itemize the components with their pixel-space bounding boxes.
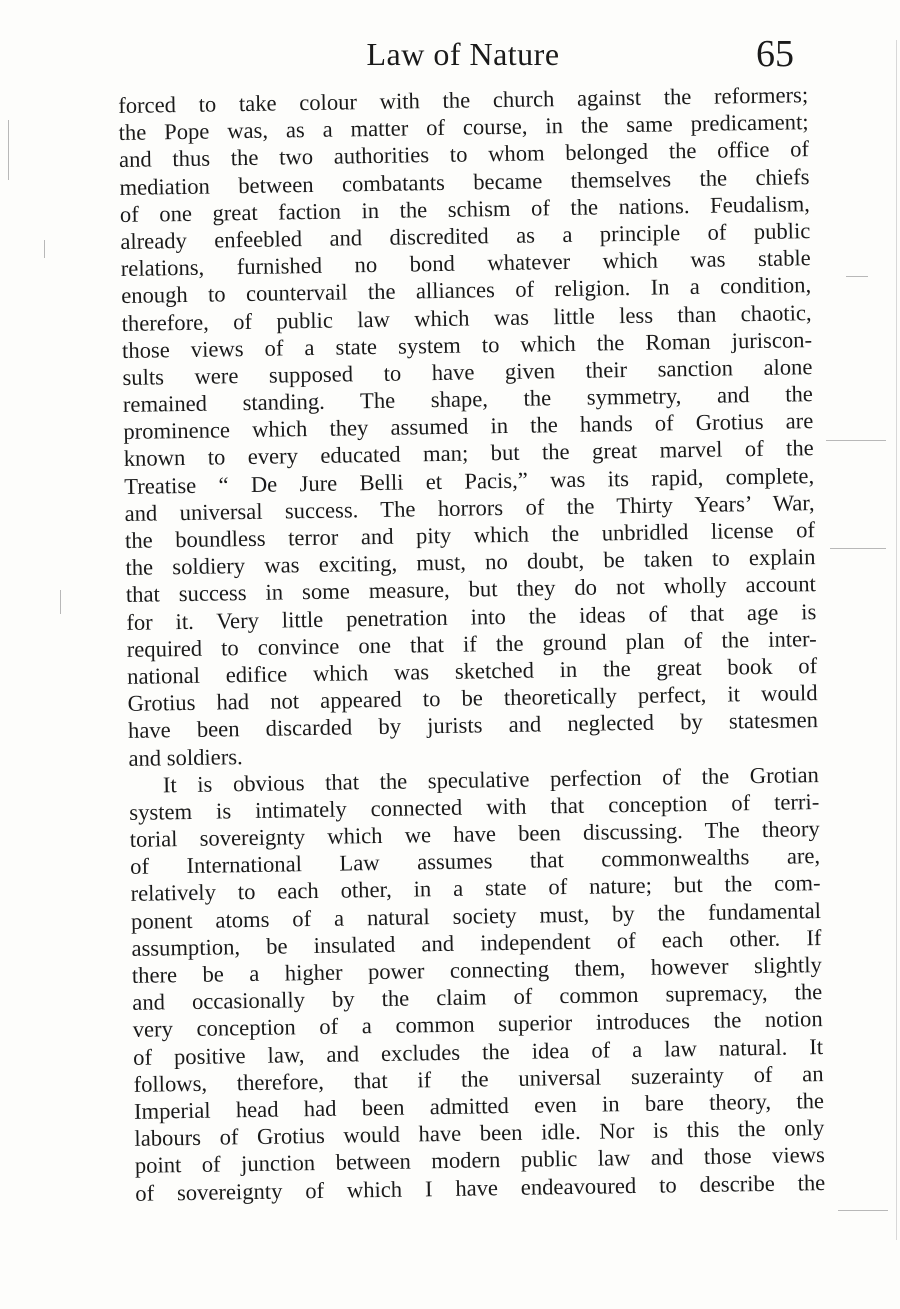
text-line: point of junction between modern public law and those views xyxy=(134,1142,825,1179)
running-title: Law of Nature xyxy=(366,36,560,72)
text-line: the boundless terror and pity which the unbridled license of xyxy=(124,517,816,553)
text-line: therefore, of public law which was little less than chaotic, xyxy=(121,299,812,336)
scan-speck xyxy=(846,276,868,277)
text-line: system is intimately connected with that conception of terri- xyxy=(129,788,820,825)
text-line: ponent atoms of a natural society must, by the fundamental xyxy=(130,897,822,934)
text-line: of one great faction in the schism of the nations. Feudalism, xyxy=(119,190,811,227)
text-line: enough to countervail the alliances of religion. In a condition, xyxy=(121,272,812,309)
text-line: forced to take colour with the church against the reformers; xyxy=(118,82,809,118)
text-line: mediation between combatants became themselves the chiefs xyxy=(119,163,810,200)
text-line: the Pope was, as a matter of course, in the same predicament; xyxy=(118,109,809,146)
text-line: It is obvious that the speculative perfection of the Grotian xyxy=(162,761,819,798)
text-line: and soldiers. xyxy=(128,743,243,771)
text-line: Treatise “ De Jure Belli et Pacis,” was its rapid, complete, xyxy=(123,462,815,499)
text-line: that success in some measure, but they do not wholly account xyxy=(125,571,817,608)
text-line: prominence which they assumed in the hands of Grotius are xyxy=(123,408,814,445)
body-text xyxy=(118,81,825,1206)
text-line: national edifice which was sketched in the great book of xyxy=(126,653,818,689)
scan-speck xyxy=(838,1210,888,1211)
text-line: known to every educated man; but the great marvel of the xyxy=(123,435,814,472)
page-number: 65 xyxy=(756,33,794,75)
text-line: Imperial head had been admitted even in bare theory, the xyxy=(133,1087,825,1124)
scan-speck xyxy=(60,590,61,614)
text-line: of sovereignty of which I have endeavoured to describe the xyxy=(135,1169,826,1206)
text-line: of positive law, and excludes the idea of a law natural. It xyxy=(132,1033,824,1070)
text-line: and universal success. The horrors of the Thirty Years’ War, xyxy=(124,489,815,526)
scan-speck xyxy=(44,240,45,258)
text-line: remained standing. The shape, the symmetry, and the xyxy=(122,381,814,418)
text-line: relations, furnished no bond whatever which was stable xyxy=(120,245,811,282)
text-line: follows, therefore, that if the universal suzerainty of an xyxy=(133,1060,824,1097)
text-line: the soldiery was exciting, must, no doubt, be taken to explain xyxy=(125,544,816,581)
text-line: labours of Grotius would have been idle. Nor is this the only xyxy=(134,1115,825,1151)
scan-speck xyxy=(826,440,886,441)
text-line: for it. Very little penetration into the ideas of that age is xyxy=(126,598,817,635)
text-line: torial sovereignty which we have been discussing. The theory xyxy=(129,816,820,852)
scan-speck xyxy=(830,548,886,549)
scan-speck xyxy=(896,40,897,1240)
text-line: Grotius had not appeared to be theoretically perfect, it would xyxy=(127,680,818,717)
text-line: of International Law assumes that commonwealths are, xyxy=(129,843,821,880)
text-line: those views of a state system to which the Roman juriscon- xyxy=(121,326,813,363)
text-line: very conception of a common superior introduces the notion xyxy=(132,1006,823,1043)
scan-speck xyxy=(8,120,9,180)
text-line: assumption, be insulated and independent of each other. If xyxy=(131,924,822,961)
text-line: have been discarded by jurists and neglected by statesmen xyxy=(127,707,819,744)
page-header xyxy=(118,30,808,78)
text-line: and occasionally by the claim of common supremacy, the xyxy=(132,979,823,1016)
text-line: already enfeebled and discredited as a principle of public xyxy=(120,218,811,254)
text-line: sults were supposed to have given their sanction alone xyxy=(122,354,813,390)
text-line: there be a higher power connecting them, however slightly xyxy=(131,952,822,988)
text-line: and thus the two authorities to whom belonged the office of xyxy=(118,136,810,173)
text-line: relatively to each other, in a state of nature; but the com- xyxy=(130,870,821,907)
paragraph-1 xyxy=(118,81,819,771)
paragraph-2 xyxy=(129,761,826,1207)
text-line: required to convince one that if the ground plan of the inter- xyxy=(126,625,817,662)
